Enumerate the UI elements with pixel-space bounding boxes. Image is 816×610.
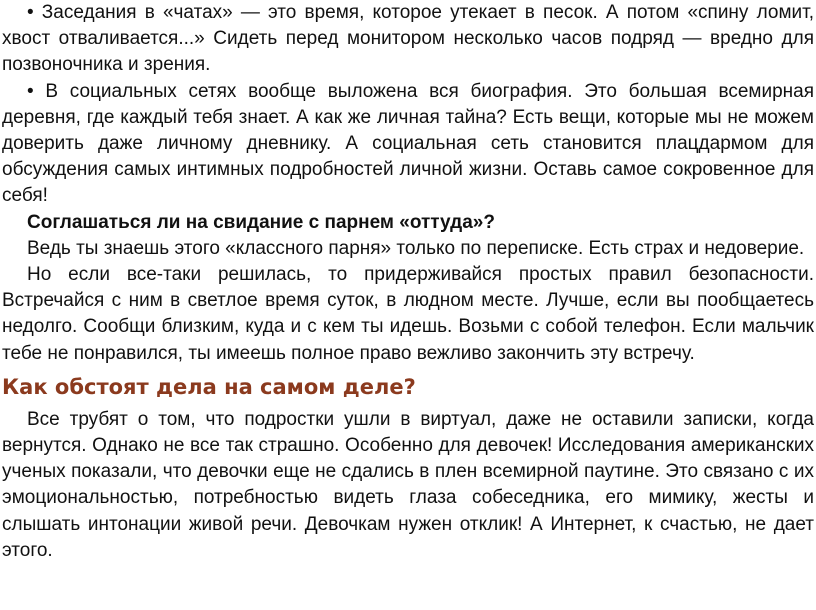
paragraph-correspondence: Ведь ты знаешь этого «классного парня» только по переписке. Есть страх и недоверие.	[27, 237, 805, 259]
paragraph-research: Все трубят о том, что подростки ушли в виртуал, даже не оставили записки, когда вернутся. Однако не все так страшно. Особенно для девочек! Исследования американских ученых показали, что девочки еще не сдались в плен всемирной паутине. Это связано с их эмоциональностью, потребностью видеть глаза собеседника, его мимику, жесты и слышать интонации живой речи. Девочкам нужен отклик! А Интернет, к счастью, не дает этого.	[2, 408, 814, 561]
paragraph-safety-rules: Но если все-таки решилась, то придерживайся простых правил безопасности. Встречайся с ним в светлое время суток, в людном месте. Лучше, если вы пообщаетесь недолго. Сообщи близким, куда и с кем ты идешь. Возьми с собой телефон. Если мальчик тебе не понравился, ты имеешь полное право вежливо закончить эту встречу.	[2, 264, 814, 364]
section-heading: Как обстоят дела на самом деле?	[2, 374, 416, 399]
paragraph-social-networks: • В социальных сетях вообще выложена вся биография. Это большая всемирная деревня, где каждый тебя знает. А как же личная тайна? Есть вещи, которые мы не можем доверить даже личному дневнику. А социальная сеть становится плацдармом для обсуждения самых интимных подробностей личной жизни. Оставь самое сокровенное для себя!	[2, 80, 814, 207]
paragraph-chats: • Заседания в «чатах» — это время, которое утекает в песок. А потом «спину ломит, хвост отваливается...» Сидеть перед монитором несколько часов подряд — вредно для позвоночника и зрения.	[2, 2, 814, 76]
subheading-date: Соглашаться ли на свидание с парнем «оттуда»?	[27, 211, 495, 233]
